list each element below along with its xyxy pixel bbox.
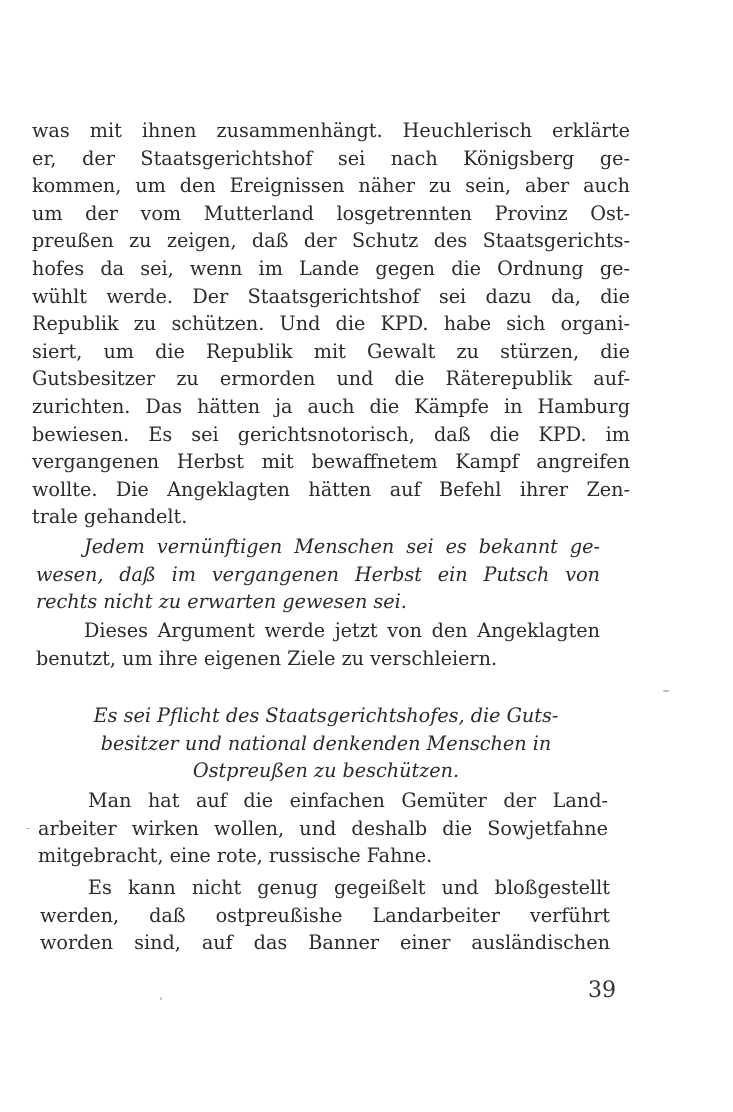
text-line: Es sei Pflicht des Staatsgerichtshofes, die Guts- <box>93 704 559 727</box>
text-line: er, der Staatsgerichtshof sei nach Königsberg ge- <box>32 146 630 170</box>
text-line: arbeiter wirken wollen, und deshalb die Sowjetfahne <box>38 816 608 840</box>
text-line: preußen zu zeigen, daß der Schutz des Staatsgerichts- <box>32 229 630 253</box>
text-line: trale gehandelt. <box>32 505 188 529</box>
text-line: kommen, um den Ereignissen näher zu sein, aber auch <box>32 174 630 198</box>
text-line: zurichten. Das hätten ja auch die Kämpfe in Hamburg <box>32 394 630 418</box>
text-line: vergangenen Herbst mit bewaffnetem Kampf angreifen <box>32 450 630 474</box>
print-speck <box>663 690 669 692</box>
text-line: Jedem vernünftigen Menschen sei es bekannt ge- <box>84 535 600 558</box>
text-line: Dieses Argument werde jetzt von den Angeklagten <box>84 619 600 642</box>
text-line: Ostpreußen zu beschützen. <box>192 759 460 783</box>
print-speck <box>26 828 30 829</box>
paragraph-5 <box>38 787 608 870</box>
paragraph-6 <box>40 874 610 957</box>
text-line: wühlt werde. Der Staatsgerichtshof sei dazu da, die <box>32 284 630 308</box>
text-line: wollte. Die Angeklagten hätten auf Befehl ihrer Zen- <box>32 477 630 501</box>
text-line: werden, daß ostpreußishe Landarbeiter verführt <box>40 903 610 927</box>
text-line: mitgebracht, eine rote, russische Fahne. <box>38 844 433 868</box>
text-line: Republik zu schützen. Und die KPD. habe sich organi- <box>32 312 630 336</box>
text-line: rechts nicht zu erwarten gewesen sei. <box>36 590 407 614</box>
text-line: worden sind, auf das Banner einer ausländischen <box>40 931 610 955</box>
text-line: was mit ihnen zusammenhängt. Heuchlerisch erklärte <box>32 119 630 142</box>
text-line: Gutsbesitzer zu ermorden und die Räterepublik auf- <box>32 367 630 391</box>
text-line: um der vom Mutterland losgetrennten Provinz Ost- <box>32 201 630 225</box>
paragraph-4-italic-centered <box>52 702 600 785</box>
paragraph-1 <box>32 117 630 531</box>
paragraph-3 <box>36 617 600 672</box>
text-line: bewiesen. Es sei gerichtsnotorisch, daß die KPD. im <box>32 422 630 446</box>
text-line: benutzt, um ihre eigenen Ziele zu verschleiern. <box>36 646 498 670</box>
text-line: Es kann nicht genug gegeißelt und bloßgestellt <box>88 876 610 899</box>
text-line: Man hat auf die einfachen Gemüter der Land- <box>88 789 608 812</box>
text-line: siert, um die Republik mit Gewalt zu stürzen, die <box>32 339 630 363</box>
text-line: besitzer und national denkenden Menschen in <box>100 731 552 755</box>
text-line: hofes da sei, wenn im Lande gegen die Ordnung ge- <box>32 256 630 280</box>
paragraph-2-italic <box>36 533 600 616</box>
page-number: 39 <box>588 978 616 1003</box>
text-line: wesen, daß im vergangenen Herbst ein Putsch von <box>36 562 600 586</box>
print-speck <box>160 997 162 1000</box>
